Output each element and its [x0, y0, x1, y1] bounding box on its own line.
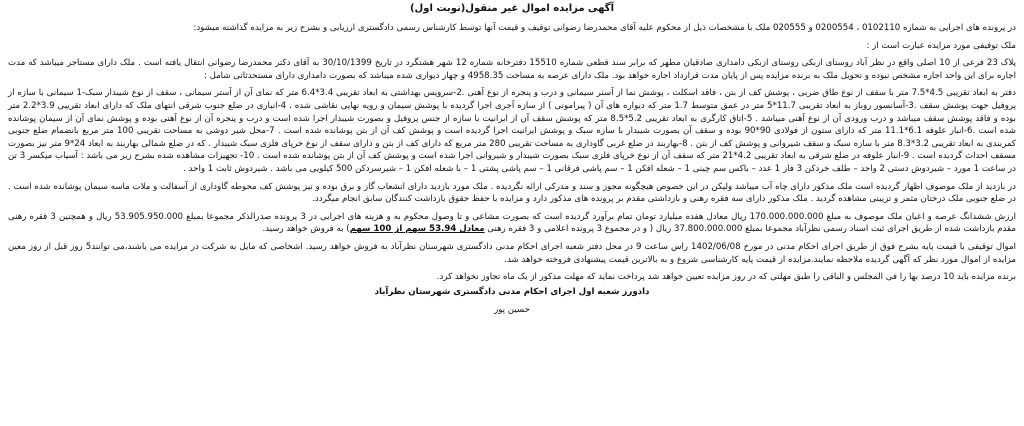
signature-title: دادورز شعبه اول اجرای احکام مدنی دادگستری شهرستان نظرآباد	[374, 286, 650, 297]
payment-terms: برنده مزایده باید 10 درصد بها را فی المجلس و الباقی را طبق مهلتی که در روز مزایده تعیین خواهد شد پرداخت نماید که مهلت مذکور از یک ماه تجاوز نخواهد کرد.	[436, 272, 1016, 283]
property-heading: ملک توقیفی مورد مزایده عبارت است از :	[866, 40, 1016, 51]
visit-note: در بازدید از ملک موصوف اظهار گردیده است ملک مذکور دارای چاه آب میباشد ولیکن در این خصوص هیچگونه مجوز و سند و مدرکی ارائه نگردیده . ملک مورد بازدید دارای انشعاب گاز و برق بوده و نیز پوشش کف محوطه گاوداری از آسفالت و ملات ماسه سیمان پوشانده شده است . در ضلع جنوبی ملک درختان مثمر و تزیینی مشاهده گردید . ملک مذکور دارای سه فقره رهنی و بازداشتی مقدم بر پرونده های مذکور دارد و مزایده با حفظ حقوق بازداشت کنندگان سابق انجام میگردد.	[8, 181, 1016, 205]
intro-paragraph: در پرونده های اجرایی به شماره 0102110 ، 0200554 و 020555 ملک با مشخصات ذیل از محکوم علیه آقای محمدرضا رضوانی توقیف و قیمت آنها توسط کارشناس رسمی دادگستری ارزیابی و بشرح زیر به مزایده گذاشته میشود:	[193, 23, 1016, 33]
valuation-text-end: ) به فروش خواهد رسید.	[262, 224, 350, 235]
valuation-paragraph	[8, 211, 1016, 236]
valuation-text-start: ارزش ششدانگ عرصه و اعیان ملک موصوف به مبلغ 170.000.000.000 ریال معادل هفده میلیارد تومان تمام برآورد گردیده است که بصورت مشاعی و تا وصول محکوم به و هزینه های اجرایی در 3 پرونده صدرالذکر مجموعا بمبلغ 53.905.950.000 ریال و همچنین 3 فقره رهنی مقدم بازداشت شده از طریق اجرای ثبت اسناد رسمی نظرآباد مجموعا بمبلغ 37.800.000.000 ریال ( و در مجموع 3 پرونده اعلامی و 3 فقره رهنی	[8, 211, 1016, 235]
valuation-share-highlight: معادل 53.94 سهم از 100 سهم	[349, 224, 485, 235]
notice-title: آگهی مزایده اموال غیر منقول(نوبت اول)	[409, 3, 614, 14]
auction-date-paragraph: اموال توقیفی با قیمت پایه بشرح فوق از طریق اجرای احکام مدنی در مورخ 1402/06/08 راس ساعت 9 در محل دفتر شعبه اجرای احکام مدنی دادگستری شهرستان نظرآباد به فروش خواهد رسید. اشخاصی که مایل به شرکت در مزایده می باشند،می توانند5 روز قبل از روز معین مزایده از اموال مورد نظر که آگهی گردیده ملاحظه نمایند.مزایده از قیمت پایه کارشناسی شروع و به بالاترین قیمت پیشنهادی فروخته خواهد شد.	[8, 241, 1016, 265]
signer-name: حسین پور	[494, 305, 530, 316]
buildings-description: دفتر به ابعاد تقریبی 4.5*7.5 متر با سقف از نوع طاق ضربی ، پوشش کف از بتن ، فاقد اسکلت ، پوشش نما از آستر سیمانی و درب و پنجره از نوع آهنی .2-سرویس بهداشتی به ابعاد تقریبی 3.4*6.4 متر که نمای آن از آستر سیمانی ، سقف از نوع شیبدار سبک-1 سیمانی با سازه از پروفیل جهت پوشش سقف .3-آسانسور روباز به ابعاد تقریبی 11.7*5 متر در عمق متوسط 1.7 متر که دیواره های آن ( پیرامونی ) از سازه آجری اجرا گردیده با پوشش سیمان و رویه نهایی نقاشی شده . 4-انباری در ضلع جنوب شرقی انتهای ملک که دارای ابعاد تقریبی 3.9*2.2 متر بوده و فاقد پوشش سقف میباشد و درب ورودی آن از نوع آهنی میباشد . 5-اتاق کارگری به ابعاد تقریبی 5.2*8.5 متر که پوشش سقف آن از ایرانیت با سازه از جنس پروفیل و بصورت شیبدار اجرا شده است و درب و پنجره آن از نوع آهنی بوده و پوشش نمای آن از سیمان پوشانده شده است .6-انبار علوفه 6.1*11.1 متر که دارای ستون از فولادی 90*90 بوده و سقف آن بصورت شیبدار با سازه سبک و پوشش ایرانیت اجرا گردیده است و پوشش کف آن از بتن پوشانده شده است . 7-محل شیر دوشی به مساحت تقریبی 100 متر مربع بانضمام ضلع جنوبی کمربندی به ابعاد تقریبی 3.2*8.3 متر با سازه سبک و سقف شیروانی و پوشش کف از بتن . 8-بهاربند در ضلع غربی گاوداری به مساحت تقریبی 280 متر مربع که دارای کف از بتن و دارای سقف از نوع خرپای فلزی سبک شیبدار . که در ضلع شمالی بهاربند به ابعاد 24*9 متر نیز بصورت مسقف احداث گردیده است . 9-انبار علوفه در ضلع شرقی به ابعاد تقریبی 4.2*21 متر که سقف آن از نوع خرپای فلزی سبک بصورت شیبدار و شیروانی اجرا شده است و پوشش کف آن از بتن پوشانده شده است . 10- تجهیزات مشاهده شده بشرح زیر می باشد : آسیاب میکسر 3 تن در ساعت 1 مورد – شیردوش دستی 2 واحد – طلف خردکن 3 فاز 1 عدد – باکس سم چینی 1 – شعله افکن 1 – سم پاشی فرقانی 1 – سم پاشی پشتی 1 – با شعله افکن 1 – شیرسردکن 500 کیلویی می باشد . شیردوش ثابت 1 واحد .	[8, 88, 1017, 174]
property-description: پلاک 23 فرعی از 10 اصلی واقع در نظر آباد روستای ازبکی روستای ازبکی دامداری صادقیان مطهر که برابر سند قطعی شماره 15510 دفترخانه شماره 12 شهر هشتگرد در تاریخ 30/10/1399 به آقای دکتر محمدرضا رضوانی انتقال یافته است . ملک دارای مستاجر میباشد که مدت اجاره برای این واحد اجاره مشخص نبوده و تحویل ملک به برنده مزایده پس از پایان مدت قرارداد اجاره خواهد بود. ملک دارای عرصه به مساحت 4958.35 و چهار دیواری شده میباشد که بصورت دامداری دارای مستحدثاتی شامل :	[8, 58, 1016, 81]
